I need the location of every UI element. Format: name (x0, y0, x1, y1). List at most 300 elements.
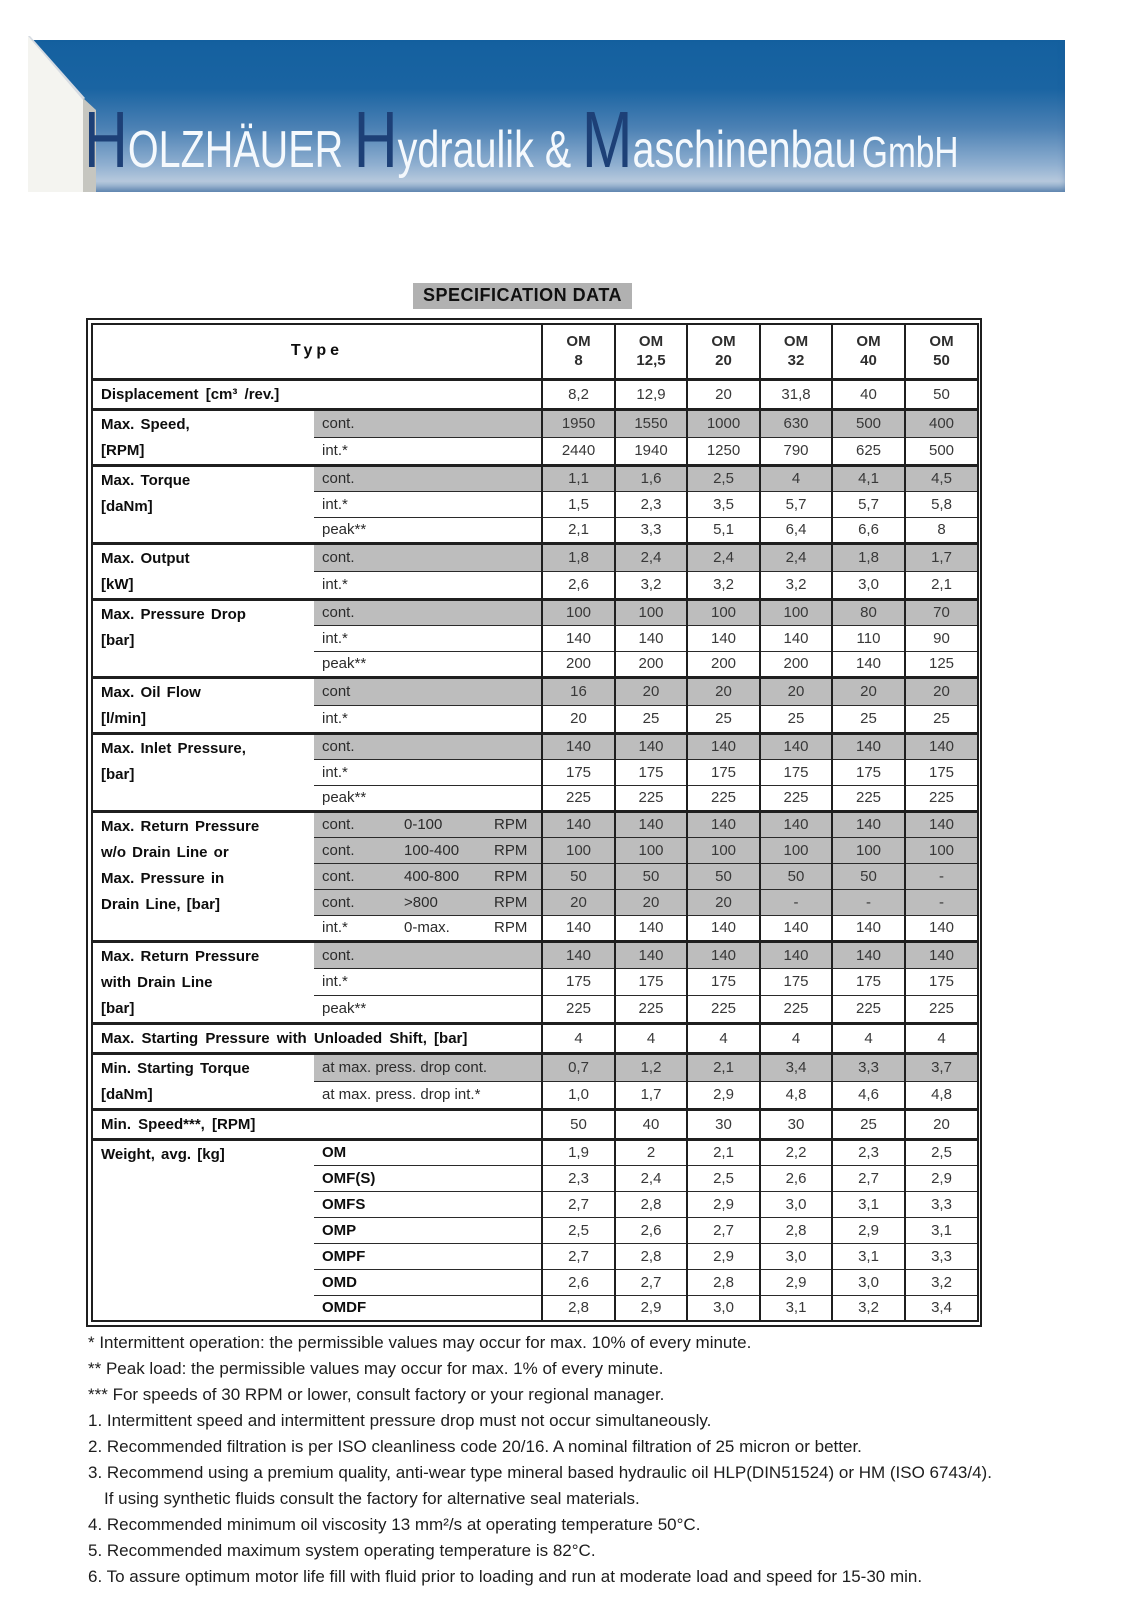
row-label (92, 1053, 314, 1109)
value-cell: 2,1 (905, 571, 978, 599)
row-label (92, 543, 314, 599)
spec-table-frame (86, 318, 982, 1327)
table-row (92, 543, 978, 571)
value-cell: 2 (615, 1139, 687, 1165)
value-cell: 140 (687, 625, 760, 651)
value-cell: 200 (760, 651, 832, 677)
value-cell: 140 (687, 941, 760, 968)
sublabel-part: int.* (322, 629, 348, 647)
value-cell: 100 (687, 599, 760, 625)
footnote-line: ** Peak load: the permissible values may occur for max. 1% of every minute. (88, 1359, 664, 1378)
row-label-line: Max. Speed, (101, 415, 190, 433)
value-cell: 225 (832, 996, 905, 1023)
row-sublabel (314, 1217, 542, 1243)
table-row (92, 1053, 978, 1081)
footnote-line: 3. Recommend using a premium quality, anti-wear type mineral based hydraulic oil HLP(DIN51524) or HM (ISO 6743/4). (88, 1463, 992, 1482)
value-cell: 70 (905, 599, 978, 625)
row-sublabel (314, 863, 542, 889)
value-cell: 2,8 (760, 1217, 832, 1243)
value-cell: 3,2 (905, 1269, 978, 1295)
value-cell: 1550 (615, 409, 687, 437)
sublabel-part: at max. press. drop int.* (322, 1086, 481, 1103)
sublabel-part: cont. (322, 841, 355, 859)
row-sublabel (314, 543, 542, 571)
value-cell: 3,4 (760, 1053, 832, 1081)
value-cell: 175 (542, 968, 615, 995)
sublabel-part: OMP (322, 1221, 357, 1239)
sublabel-part: OMDF (322, 1299, 367, 1317)
col-header-line: 40 (860, 352, 877, 370)
col-header-om40 (832, 324, 905, 379)
table-row (92, 811, 978, 837)
footnote-line: *** For speeds of 30 RPM or lower, consult factory or your regional manager. (88, 1385, 665, 1404)
value-cell: 225 (760, 785, 832, 811)
value-cell: 110 (832, 625, 905, 651)
value-cell: 140 (615, 941, 687, 968)
row-label-line: w/o Drain Line or (101, 843, 229, 861)
sublabel-part: RPM (494, 841, 528, 859)
value-cell: 3,4 (905, 1295, 978, 1321)
col-header-line: OM (856, 332, 881, 350)
value-cell: 790 (760, 437, 832, 465)
value-cell: - (832, 889, 905, 915)
sublabel-part: 0-100 (404, 816, 443, 833)
value-cell: 500 (905, 437, 978, 465)
row-label (92, 1023, 542, 1053)
row-label-line: Max. Pressure Drop (101, 605, 246, 623)
brand-banner (28, 40, 1065, 192)
value-cell: 175 (687, 968, 760, 995)
value-cell: 2,9 (905, 1165, 978, 1191)
footnote-line: 4. Recommended minimum oil viscosity 13 mm²/s at operating temperature 50°C. (88, 1515, 701, 1534)
spec-table (91, 323, 979, 1322)
row-sublabel (314, 1191, 542, 1217)
value-cell: 225 (905, 785, 978, 811)
value-cell: 3,2 (832, 1295, 905, 1321)
value-cell: 30 (687, 1109, 760, 1139)
value-cell: 2,6 (542, 1269, 615, 1295)
value-cell: 1250 (687, 437, 760, 465)
value-cell: 175 (615, 968, 687, 995)
value-cell: 1,8 (542, 543, 615, 571)
row-sublabel (314, 491, 542, 517)
row-label-line: [bar] (101, 631, 135, 649)
brand-initial: M (581, 95, 633, 184)
value-cell: 1,0 (542, 1081, 615, 1109)
value-cell: 175 (615, 759, 687, 785)
value-cell: 2,7 (687, 1217, 760, 1243)
value-cell: 1,6 (615, 465, 687, 491)
value-cell: 2,9 (615, 1295, 687, 1321)
value-cell: 12,9 (615, 379, 687, 409)
value-cell: 1950 (542, 409, 615, 437)
value-cell: 4,6 (832, 1081, 905, 1109)
row-sublabel (314, 705, 542, 733)
sublabel-part: peak** (322, 655, 367, 672)
row-sublabel (314, 968, 542, 995)
value-cell: 140 (905, 915, 978, 941)
value-cell: 6,4 (760, 517, 832, 543)
col-header-om12-5 (615, 324, 687, 379)
sublabel-part: int.* (322, 763, 348, 781)
value-cell: 2,5 (687, 1165, 760, 1191)
row-label-line: [daNm] (101, 1085, 153, 1103)
value-cell: 140 (905, 811, 978, 837)
value-cell: 140 (832, 733, 905, 759)
value-cell: 500 (832, 409, 905, 437)
row-label-text: Max. Starting Pressure with Unloaded Shift, [bar] (101, 1029, 468, 1047)
value-cell: 4 (760, 1023, 832, 1053)
value-cell: 50 (542, 1109, 615, 1139)
value-cell: 4,5 (905, 465, 978, 491)
row-label-line: [bar] (101, 765, 135, 783)
value-cell: 6,6 (832, 517, 905, 543)
value-cell: 30 (760, 1109, 832, 1139)
sublabel-part: OMPF (322, 1247, 366, 1265)
value-cell: 200 (542, 651, 615, 677)
value-cell: 5,1 (687, 517, 760, 543)
value-cell: 200 (687, 651, 760, 677)
row-label-line: Weight, avg. [kg] (101, 1145, 225, 1163)
footnotes (88, 1330, 1098, 1590)
value-cell: 3,0 (687, 1295, 760, 1321)
brand-initial: H (353, 95, 398, 184)
row-label (92, 409, 314, 465)
value-cell: 90 (905, 625, 978, 651)
value-cell: 2,7 (832, 1165, 905, 1191)
table-row (92, 677, 978, 705)
value-cell: 175 (542, 759, 615, 785)
value-cell: 2,4 (615, 1165, 687, 1191)
value-cell: 3,3 (905, 1243, 978, 1269)
value-cell: 140 (760, 733, 832, 759)
value-cell: 2,9 (687, 1191, 760, 1217)
value-cell: 4 (542, 1023, 615, 1053)
section-title: SPECIFICATION DATA (413, 283, 632, 309)
row-sublabel (314, 1139, 542, 1165)
footnote-line: 1. Intermittent speed and intermittent pressure drop must not occur simultaneously. (88, 1411, 712, 1430)
row-sublabel (314, 1165, 542, 1191)
value-cell: 625 (832, 437, 905, 465)
value-cell: 140 (687, 811, 760, 837)
sublabel-part: cont. (322, 738, 355, 755)
value-cell: 175 (760, 759, 832, 785)
brand-word: aschinenbau (632, 121, 857, 179)
value-cell: 1,5 (542, 491, 615, 517)
brand-word: OLZHÄUER (127, 121, 344, 179)
row-sublabel (314, 625, 542, 651)
value-cell: 3,1 (760, 1295, 832, 1321)
row-sublabel (314, 759, 542, 785)
sublabel-part: cont. (322, 893, 355, 911)
table-row (92, 379, 978, 409)
value-cell: 100 (542, 599, 615, 625)
value-cell: 25 (687, 705, 760, 733)
value-cell: 2,6 (760, 1165, 832, 1191)
value-cell: 20 (615, 889, 687, 915)
row-sublabel (314, 1053, 542, 1081)
value-cell: 5,7 (760, 491, 832, 517)
value-cell: 3,2 (615, 571, 687, 599)
value-cell: 2,9 (687, 1081, 760, 1109)
sublabel-part: cont. (322, 470, 355, 487)
value-cell: 4,1 (832, 465, 905, 491)
sublabel-part: RPM (494, 816, 528, 833)
value-cell: 225 (542, 996, 615, 1023)
value-cell: 140 (905, 733, 978, 759)
row-label-line: Min. Starting Torque (101, 1059, 250, 1077)
row-label-line: Max. Return Pressure (101, 817, 260, 835)
value-cell: 200 (615, 651, 687, 677)
value-cell: 2440 (542, 437, 615, 465)
row-sublabel (314, 811, 542, 837)
value-cell: 175 (905, 968, 978, 995)
value-cell: 20 (905, 1109, 978, 1139)
footnote-line: 5. Recommended maximum system operating temperature is 82°C. (88, 1541, 596, 1560)
table-row (92, 733, 978, 759)
value-cell: 100 (615, 599, 687, 625)
row-label (92, 1109, 542, 1139)
value-cell: 2,6 (615, 1217, 687, 1243)
row-label (92, 677, 314, 733)
value-cell: 1,7 (615, 1081, 687, 1109)
row-sublabel (314, 465, 542, 491)
value-cell: 100 (687, 837, 760, 863)
col-header-line: OM (638, 332, 664, 350)
col-header-line: 32 (787, 352, 805, 370)
sublabel-part: cont. (322, 549, 355, 566)
value-cell: 100 (905, 837, 978, 863)
col-header-line: OM (566, 332, 591, 350)
value-cell: 140 (760, 915, 832, 941)
table-row (92, 599, 978, 625)
value-cell: 225 (905, 996, 978, 1023)
row-label (92, 941, 314, 1023)
sublabel-part: int.* (322, 442, 348, 459)
value-cell: 1,7 (905, 543, 978, 571)
value-cell: 225 (687, 785, 760, 811)
value-cell: 1000 (687, 409, 760, 437)
value-cell: 20 (687, 889, 760, 915)
value-cell: 4 (905, 1023, 978, 1053)
value-cell: 140 (542, 915, 615, 941)
row-label (92, 599, 314, 677)
row-sublabel (314, 517, 542, 543)
sublabel-part: int.* (322, 495, 348, 513)
footnote-line: 2. Recommended filtration is per ISO cleanliness code 20/16. A nominal filtration of 25 micron or better. (88, 1437, 862, 1456)
value-cell: 225 (760, 996, 832, 1023)
value-cell: 140 (832, 941, 905, 968)
value-cell: 2,9 (832, 1217, 905, 1243)
value-cell: 140 (542, 625, 615, 651)
value-cell: 2,6 (542, 571, 615, 599)
table-row (92, 409, 978, 437)
value-cell: 2,7 (542, 1243, 615, 1269)
value-cell: 50 (542, 863, 615, 889)
sublabel-part: cont. (322, 946, 355, 964)
value-cell: 1,9 (542, 1139, 615, 1165)
row-sublabel (314, 651, 542, 677)
value-cell: 225 (832, 785, 905, 811)
value-cell: 3,3 (832, 1053, 905, 1081)
row-label-line: Max. Oil Flow (101, 683, 201, 701)
row-label-line: [bar] (101, 999, 135, 1017)
col-header-om8 (542, 324, 615, 379)
type-header-cell: Type (92, 324, 542, 379)
value-cell: 2,8 (615, 1191, 687, 1217)
value-cell: - (760, 889, 832, 915)
sublabel-part: int.* (322, 973, 348, 991)
row-sublabel (314, 785, 542, 811)
value-cell: 100 (760, 837, 832, 863)
value-cell: 2,5 (687, 465, 760, 491)
row-sublabel (314, 915, 542, 941)
row-label-line: [kW] (101, 575, 134, 593)
value-cell: 2,3 (832, 1139, 905, 1165)
value-cell: 2,3 (615, 491, 687, 517)
sublabel-part: >800 (404, 893, 438, 911)
value-cell: 4 (687, 1023, 760, 1053)
value-cell: 40 (832, 379, 905, 409)
value-cell: 1,8 (832, 543, 905, 571)
col-header-om50 (905, 324, 978, 379)
sublabel-part: int.* (322, 576, 348, 593)
value-cell: 175 (760, 968, 832, 995)
value-cell: 100 (615, 837, 687, 863)
sublabel-part: cont. (322, 867, 355, 885)
value-cell: 2,4 (615, 543, 687, 571)
value-cell: 20 (760, 677, 832, 705)
sublabel-part: OM (322, 1144, 347, 1161)
value-cell: 3,7 (905, 1053, 978, 1081)
sublabel-part: cont. (322, 415, 355, 432)
table-row (92, 941, 978, 968)
sublabel-part: RPM (494, 919, 528, 936)
table-row (92, 1109, 978, 1139)
footnote-line: If using synthetic fluids consult the factory for alternative seal materials. (104, 1489, 640, 1508)
row-label (92, 733, 314, 811)
sublabel-part: peak** (322, 521, 367, 538)
col-header-line: 12,5 (636, 352, 666, 370)
table-row (92, 1139, 978, 1165)
value-cell: 140 (615, 733, 687, 759)
value-cell: 31,8 (760, 379, 832, 409)
value-cell: 20 (687, 677, 760, 705)
value-cell: 140 (760, 625, 832, 651)
value-cell: 140 (615, 915, 687, 941)
row-sublabel (314, 941, 542, 968)
value-cell: 20 (687, 379, 760, 409)
value-cell: 175 (687, 759, 760, 785)
row-sublabel (314, 677, 542, 705)
value-cell: 80 (832, 599, 905, 625)
row-label-line: Max. Output (101, 549, 190, 567)
row-label-text: Displacement [cm³ /rev.] (101, 385, 280, 403)
value-cell: 140 (905, 941, 978, 968)
value-cell: 50 (832, 863, 905, 889)
value-cell: 50 (687, 863, 760, 889)
value-cell: 3,0 (832, 1269, 905, 1295)
row-sublabel (314, 1081, 542, 1109)
sublabel-part: OMF(S) (322, 1169, 376, 1187)
value-cell: 175 (832, 759, 905, 785)
col-header-line: 8 (574, 352, 583, 370)
sublabel-part: cont. (322, 816, 355, 833)
brand-suffix: GmbH (861, 128, 959, 177)
row-sublabel (314, 571, 542, 599)
row-sublabel (314, 996, 542, 1023)
sublabel-part: RPM (494, 867, 528, 885)
value-cell: 140 (760, 941, 832, 968)
col-header-line: 20 (715, 352, 732, 370)
value-cell: 225 (615, 996, 687, 1023)
value-cell: 175 (832, 968, 905, 995)
value-cell: - (905, 889, 978, 915)
value-cell: 140 (615, 625, 687, 651)
col-header-line: 50 (933, 352, 950, 370)
row-sublabel (314, 1269, 542, 1295)
col-header-line: OM (711, 332, 736, 350)
value-cell: 140 (760, 811, 832, 837)
value-cell: 3,1 (832, 1191, 905, 1217)
row-label-line: with Drain Line (101, 973, 213, 991)
value-cell: 2,4 (760, 543, 832, 571)
row-label-line: Max. Inlet Pressure, (101, 739, 246, 757)
value-cell: 8 (905, 517, 978, 543)
value-cell: 3,2 (687, 571, 760, 599)
value-cell: 2,7 (542, 1191, 615, 1217)
value-cell: 4 (760, 465, 832, 491)
sublabel-part: RPM (494, 893, 528, 911)
value-cell: 140 (832, 915, 905, 941)
table-row (92, 1023, 978, 1053)
row-label-line: [l/min] (101, 709, 146, 727)
row-sublabel (314, 889, 542, 915)
value-cell: 50 (615, 863, 687, 889)
value-cell: 2,2 (760, 1139, 832, 1165)
row-sublabel (314, 837, 542, 863)
value-cell: 20 (542, 889, 615, 915)
value-cell: 25 (832, 705, 905, 733)
sublabel-part: OMD (322, 1273, 357, 1291)
value-cell: 1,2 (615, 1053, 687, 1081)
value-cell: 2,9 (687, 1243, 760, 1269)
row-label (92, 379, 542, 409)
row-label-line: Max. Torque (101, 471, 191, 489)
footnote-line: 6. To assure optimum motor life fill with fluid prior to loading and run at moderate load and speed for 15-30 min. (88, 1567, 923, 1586)
brand-title (84, 95, 959, 184)
value-cell: 2,1 (687, 1139, 760, 1165)
value-cell: 2,7 (615, 1269, 687, 1295)
value-cell: 3,1 (832, 1243, 905, 1269)
value-cell: 100 (760, 599, 832, 625)
value-cell: 225 (615, 785, 687, 811)
row-sublabel (314, 409, 542, 437)
value-cell: 2,9 (760, 1269, 832, 1295)
sublabel-part: 100-400 (404, 841, 460, 859)
value-cell: 2,4 (687, 543, 760, 571)
row-label-text: Min. Speed***, [RPM] (101, 1115, 256, 1133)
value-cell: 400 (905, 409, 978, 437)
value-cell: 3,5 (687, 491, 760, 517)
value-cell: 100 (542, 837, 615, 863)
value-cell: 225 (687, 996, 760, 1023)
value-cell: 140 (832, 651, 905, 677)
value-cell: 25 (832, 1109, 905, 1139)
value-cell: 20 (615, 677, 687, 705)
value-cell: 25 (760, 705, 832, 733)
value-cell: 2,1 (542, 517, 615, 543)
